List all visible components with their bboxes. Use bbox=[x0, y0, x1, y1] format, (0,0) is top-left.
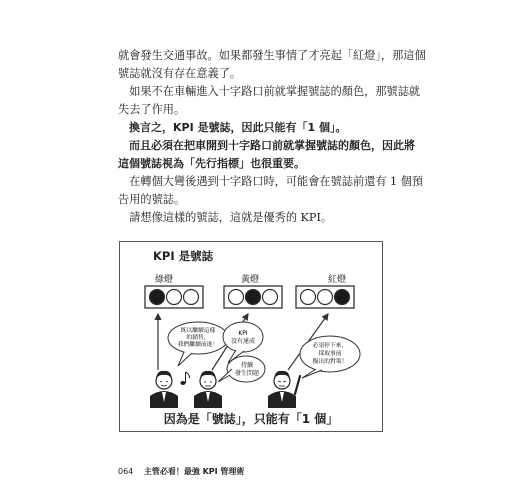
svg-text:發生問題: 發生問題 bbox=[234, 370, 260, 377]
traffic-light-green bbox=[145, 286, 203, 308]
paragraph-line: 請想像這樣的號誌，這就是優秀的 KPI。 bbox=[118, 211, 333, 224]
svg-text:持續: 持續 bbox=[240, 362, 254, 369]
light-bulb bbox=[229, 290, 244, 305]
figure-illustration bbox=[120, 242, 382, 431]
paragraph-line: 告用的號誌。 bbox=[118, 193, 186, 206]
svg-text:的銷售，: 的銷售， bbox=[186, 335, 210, 341]
page-footer bbox=[118, 466, 244, 477]
svg-text:擬出的對策！: 擬出的對策！ bbox=[312, 359, 348, 365]
svg-text:必須停下來，: 必須停下來， bbox=[312, 343, 348, 349]
paragraph-line: 這個號誌視為「先行指標」也很重要。 bbox=[118, 157, 305, 170]
svg-text:我們繼續前進！: 我們繼續前進！ bbox=[177, 342, 219, 348]
traffic-light-yellow bbox=[224, 286, 282, 308]
music-note-icon bbox=[180, 372, 189, 385]
light-bulb bbox=[263, 290, 278, 305]
light-bulb bbox=[184, 290, 199, 305]
paragraph-line: 換言之，KPI 是號誌，因此只能有「1 個」。 bbox=[118, 121, 347, 134]
light-label-red: 紅燈 bbox=[327, 275, 347, 285]
person-middle-icon bbox=[194, 371, 222, 408]
paragraph-line: 失去了作用。 bbox=[118, 103, 186, 116]
paragraph-line: 在轉個大彎後遇到十字路口時，可能會在號誌前還有 1 個預 bbox=[118, 175, 424, 188]
light-bulb bbox=[150, 290, 165, 305]
svg-text:採取事前: 採取事前 bbox=[318, 351, 342, 357]
speech-bubble-problem bbox=[218, 356, 265, 382]
light-bulb bbox=[335, 290, 350, 305]
light-bulb bbox=[167, 290, 182, 305]
light-bulb bbox=[301, 290, 316, 305]
svg-text:既以繼續這樣: 既以繼續這樣 bbox=[180, 328, 216, 334]
page-number: 064 bbox=[118, 467, 134, 476]
person-right-icon bbox=[268, 371, 300, 408]
traffic-light-red bbox=[296, 286, 354, 308]
light-label-green: 綠燈 bbox=[154, 275, 174, 285]
speech-bubble-stop bbox=[300, 336, 360, 378]
traffic-light-figure bbox=[119, 241, 383, 432]
light-bulb bbox=[318, 290, 333, 305]
light-bulb bbox=[246, 290, 261, 305]
paragraph-line: 號誌就沒有存在意義了。 bbox=[118, 67, 242, 80]
svg-text:KPI: KPI bbox=[238, 330, 248, 337]
person-left-icon bbox=[150, 371, 178, 408]
paragraph-line: 如果不在車輛進入十字路口前就掌握號誌的顏色，那號誌就 bbox=[118, 85, 421, 98]
book-title: 主管必看！最強 KPI 管理術 bbox=[143, 467, 245, 476]
svg-text:沒有達成: 沒有達成 bbox=[230, 338, 256, 345]
paragraph-line: 而且必須在把車開到十字路口前就掌握號誌的顏色，因此將 bbox=[118, 139, 415, 152]
figure-caption: 因為是「號誌」，只能有「1 個」 bbox=[163, 412, 339, 426]
paragraph-line: 就會發生交通事故。如果都發生事情了才亮起「紅燈」，那這個 bbox=[118, 49, 426, 62]
figure-title: KPI 是號誌 bbox=[153, 249, 214, 263]
light-label-yellow: 黃燈 bbox=[240, 275, 260, 285]
